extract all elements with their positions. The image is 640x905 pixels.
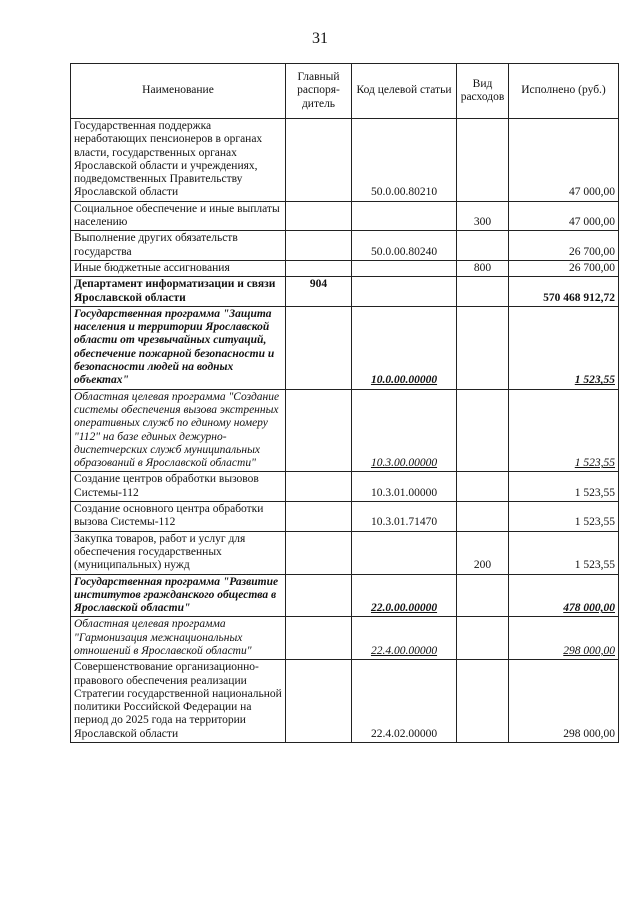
table-row [71, 660, 619, 743]
row-type-cell: 200 [457, 531, 509, 574]
header-name: Наименование [71, 64, 286, 119]
row-code-cell: 50.0.00.80240 [352, 231, 457, 261]
row-sum-cell: 1 523,55 [509, 472, 619, 502]
row-type-cell [457, 277, 509, 307]
row-sum-cell: 1 523,55 [509, 531, 619, 574]
table-row [71, 472, 619, 502]
row-code-cell: 10.3.01.00000 [352, 472, 457, 502]
row-admin-cell: 904 [286, 277, 352, 307]
row-admin-cell [286, 617, 352, 660]
header-code: Код целевой статьи [352, 64, 457, 119]
budget-table [70, 63, 619, 743]
row-admin-cell [286, 231, 352, 261]
row-name-cell: Государственная программа "Защита населения и территории Ярославской области от чрезвычайных ситуаций, обеспечение пожарной безопасности и безопасности людей на водных объектах" [71, 306, 286, 389]
table-row [71, 306, 619, 389]
table-row [71, 574, 619, 617]
row-type-cell [457, 502, 509, 532]
row-name-cell: Областная целевая программа "Гармонизация межнациональных отношений в Ярославской области" [71, 617, 286, 660]
row-sum-cell: 47 000,00 [509, 119, 619, 202]
row-code-cell: 22.4.00.00000 [352, 617, 457, 660]
row-code-cell [352, 260, 457, 276]
table-header-row [71, 64, 619, 119]
row-sum-cell: 1 523,55 [509, 502, 619, 532]
row-admin-cell [286, 502, 352, 532]
row-name-cell: Областная целевая программа "Создание системы обеспечения вызова экстренных оперативных служб по единому номеру "112" на базе единых дежурно-диспетчерских служб муниципальных образований в Ярославской области" [71, 389, 286, 472]
row-sum-cell: 298 000,00 [509, 617, 619, 660]
table-row [71, 119, 619, 202]
row-sum-cell: 298 000,00 [509, 660, 619, 743]
row-admin-cell [286, 260, 352, 276]
row-name-cell: Закупка товаров, работ и услуг для обеспечения государственных (муниципальных) нужд [71, 531, 286, 574]
row-code-cell: 22.0.00.00000 [352, 574, 457, 617]
header-admin: Главный распоря-дитель [286, 64, 352, 119]
row-admin-cell [286, 306, 352, 389]
row-name-cell: Выполнение других обязательств государства [71, 231, 286, 261]
row-name-cell: Создание центров обработки вызовов Системы-112 [71, 472, 286, 502]
row-admin-cell [286, 660, 352, 743]
row-name-cell: Иные бюджетные ассигнования [71, 260, 286, 276]
row-code-cell: 10.3.00.00000 [352, 389, 457, 472]
row-name-cell: Государственная поддержка неработающих пенсионеров в органах власти, государственных органах Ярославской области и учреждениях, подведомственных Правительству Ярославской области [71, 119, 286, 202]
row-sum-cell: 1 523,55 [509, 389, 619, 472]
row-sum-cell: 570 468 912,72 [509, 277, 619, 307]
row-type-cell [457, 574, 509, 617]
row-sum-cell: 26 700,00 [509, 231, 619, 261]
row-sum-cell: 1 523,55 [509, 306, 619, 389]
row-code-cell: 10.3.01.71470 [352, 502, 457, 532]
row-code-cell [352, 201, 457, 231]
row-type-cell [457, 617, 509, 660]
row-sum-cell: 478 000,00 [509, 574, 619, 617]
row-type-cell [457, 472, 509, 502]
row-sum-cell: 26 700,00 [509, 260, 619, 276]
row-admin-cell [286, 574, 352, 617]
table-row [71, 502, 619, 532]
row-name-cell: Создание основного центра обработки вызова Системы-112 [71, 502, 286, 532]
table-row [71, 531, 619, 574]
row-type-cell [457, 660, 509, 743]
row-code-cell: 50.0.00.80210 [352, 119, 457, 202]
row-name-cell: Социальное обеспечение и иные выплаты населению [71, 201, 286, 231]
row-admin-cell [286, 389, 352, 472]
header-sum: Исполнено (руб.) [509, 64, 619, 119]
table-row [71, 277, 619, 307]
row-type-cell [457, 119, 509, 202]
row-code-cell [352, 531, 457, 574]
table-row [71, 260, 619, 276]
row-admin-cell [286, 531, 352, 574]
table-row [71, 617, 619, 660]
row-type-cell: 800 [457, 260, 509, 276]
row-code-cell: 22.4.02.00000 [352, 660, 457, 743]
row-code-cell [352, 277, 457, 307]
table-row [71, 231, 619, 261]
page-number: 31 [312, 30, 328, 47]
row-type-cell [457, 306, 509, 389]
row-name-cell: Совершенствование организационно-правового обеспечения реализации Стратегии государственной национальной политики Российской Федерации на период до 2025 года на территории Ярославской области [71, 660, 286, 743]
row-name-cell: Департамент информатизации и связи Ярославской области [71, 277, 286, 307]
table-row [71, 201, 619, 231]
row-type-cell [457, 231, 509, 261]
header-type: Вид расходов [457, 64, 509, 119]
row-sum-cell: 47 000,00 [509, 201, 619, 231]
table-row [71, 389, 619, 472]
row-name-cell: Государственная программа "Развитие институтов гражданского общества в Ярославской области" [71, 574, 286, 617]
row-admin-cell [286, 472, 352, 502]
row-admin-cell [286, 119, 352, 202]
row-type-cell [457, 389, 509, 472]
row-type-cell: 300 [457, 201, 509, 231]
row-admin-cell [286, 201, 352, 231]
row-code-cell: 10.0.00.00000 [352, 306, 457, 389]
